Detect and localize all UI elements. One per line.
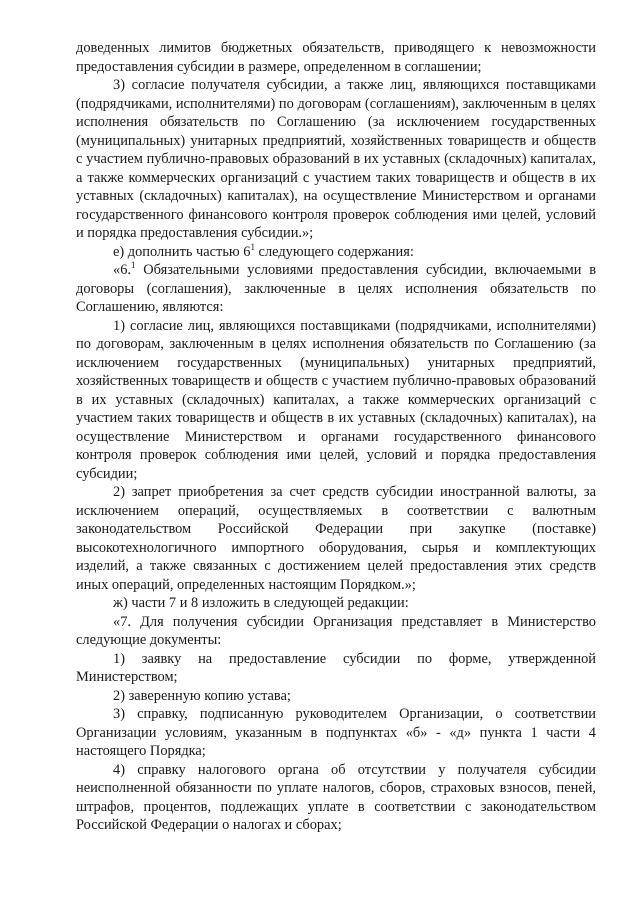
paragraph-condition-2: 2) запрет приобретения за счет средств субсидии иностранной валюты, за исключением операций, осуществляемых в соответствии с валютным законодательством Российской Федерации при закупке (поставке) высокотехнологичного импортного оборудования, сырья и комплектующих изделий, а также связанных с достижением целей предоставления этих средств иных операций, определенных настоящим Порядком.»; [76, 484, 596, 593]
paragraph-amendment-zh: ж) части 7 и 8 изложить в следующей редакции: [113, 595, 409, 611]
paragraph-text: е) дополнить частью 6 [113, 243, 251, 260]
paragraph-part-6-1 [76, 261, 596, 317]
paragraph-item-3-consent: 3) согласие получателя субсидии, а также лиц, являющихся поставщиками (подрядчиками, исполнителями) по договорам (соглашениям), заключенным в целях исполнения обязательств по Соглашению (за исключением государственных (муниципальных) унитарных предприятий, хозяйственных товариществ и обществ с участием публично-правовых образований в их уставных (складочных) капиталах, а также коммерческих организаций с участием таких товариществ и обществ в их уставных (складочных) капиталах), на осуществление Министерством и органами государственного финансового контроля проверок соблюдения ими целей, условий и порядка предоставления субсидии.»; [76, 77, 596, 241]
paragraph-continuation: доведенных лимитов бюджетных обязательств, приводящего к невозможности предоставления субсидии в размере, определенном в соглашении; [76, 40, 596, 75]
paragraph-condition-1: 1) согласие лиц, являющихся поставщиками (подрядчиками, исполнителями) по договорам, заключенным в целях исполнения обязательств по Соглашению (за исключением государственных (муниципальных) унитарных предприятий, хозяйственных товариществ и обществ с участием публично-правовых образований в их уставных (складочных) капиталах, а также коммерческих организаций с участием таких товариществ и обществ в их уставных (складочных) капиталах), на осуществление Министерством и органами государственного финансового контроля проверок соблюдения ими целей, условий и порядка предоставления субсидии; [76, 317, 596, 482]
paragraph-doc-4: 4) справку налогового органа об отсутствии у получателя субсидии неисполненной обязанности по уплате налогов, сборов, страховых взносов, пеней, штрафов, процентов, подлежащих уплате в соответствии с законодательством Российской Федерации о налогах и сборах; [76, 761, 596, 833]
superscript: 1 [131, 260, 136, 271]
paragraph-text: «6. [113, 262, 131, 278]
paragraph-amendment-e [76, 243, 596, 262]
paragraph-part-7: «7. Для получения субсидии Организация представляет в Министерство следующие документы: [76, 613, 596, 648]
paragraph-doc-3: 3) справку, подписанную руководителем Организации, о соответствии Организации условиям, указанным в подпунктах «б» - «д» пункта 1 части 4 настоящего Порядка; [76, 706, 596, 759]
paragraph-text: следующего содержания: [254, 243, 414, 260]
document-page [76, 39, 596, 835]
paragraph-doc-2: 2) заверенную копию устава; [113, 687, 291, 704]
superscript: 1 [250, 241, 255, 252]
paragraph-doc-1: 1) заявку на предоставление субсидии по форме, утвержденной Министерством; [76, 650, 596, 685]
paragraph-text: Обязательными условиями предоставления субсидии, включаемыми в договоры (соглашения), заключенные в целях исполнения обязательств по Соглашению, являются: [76, 262, 596, 315]
